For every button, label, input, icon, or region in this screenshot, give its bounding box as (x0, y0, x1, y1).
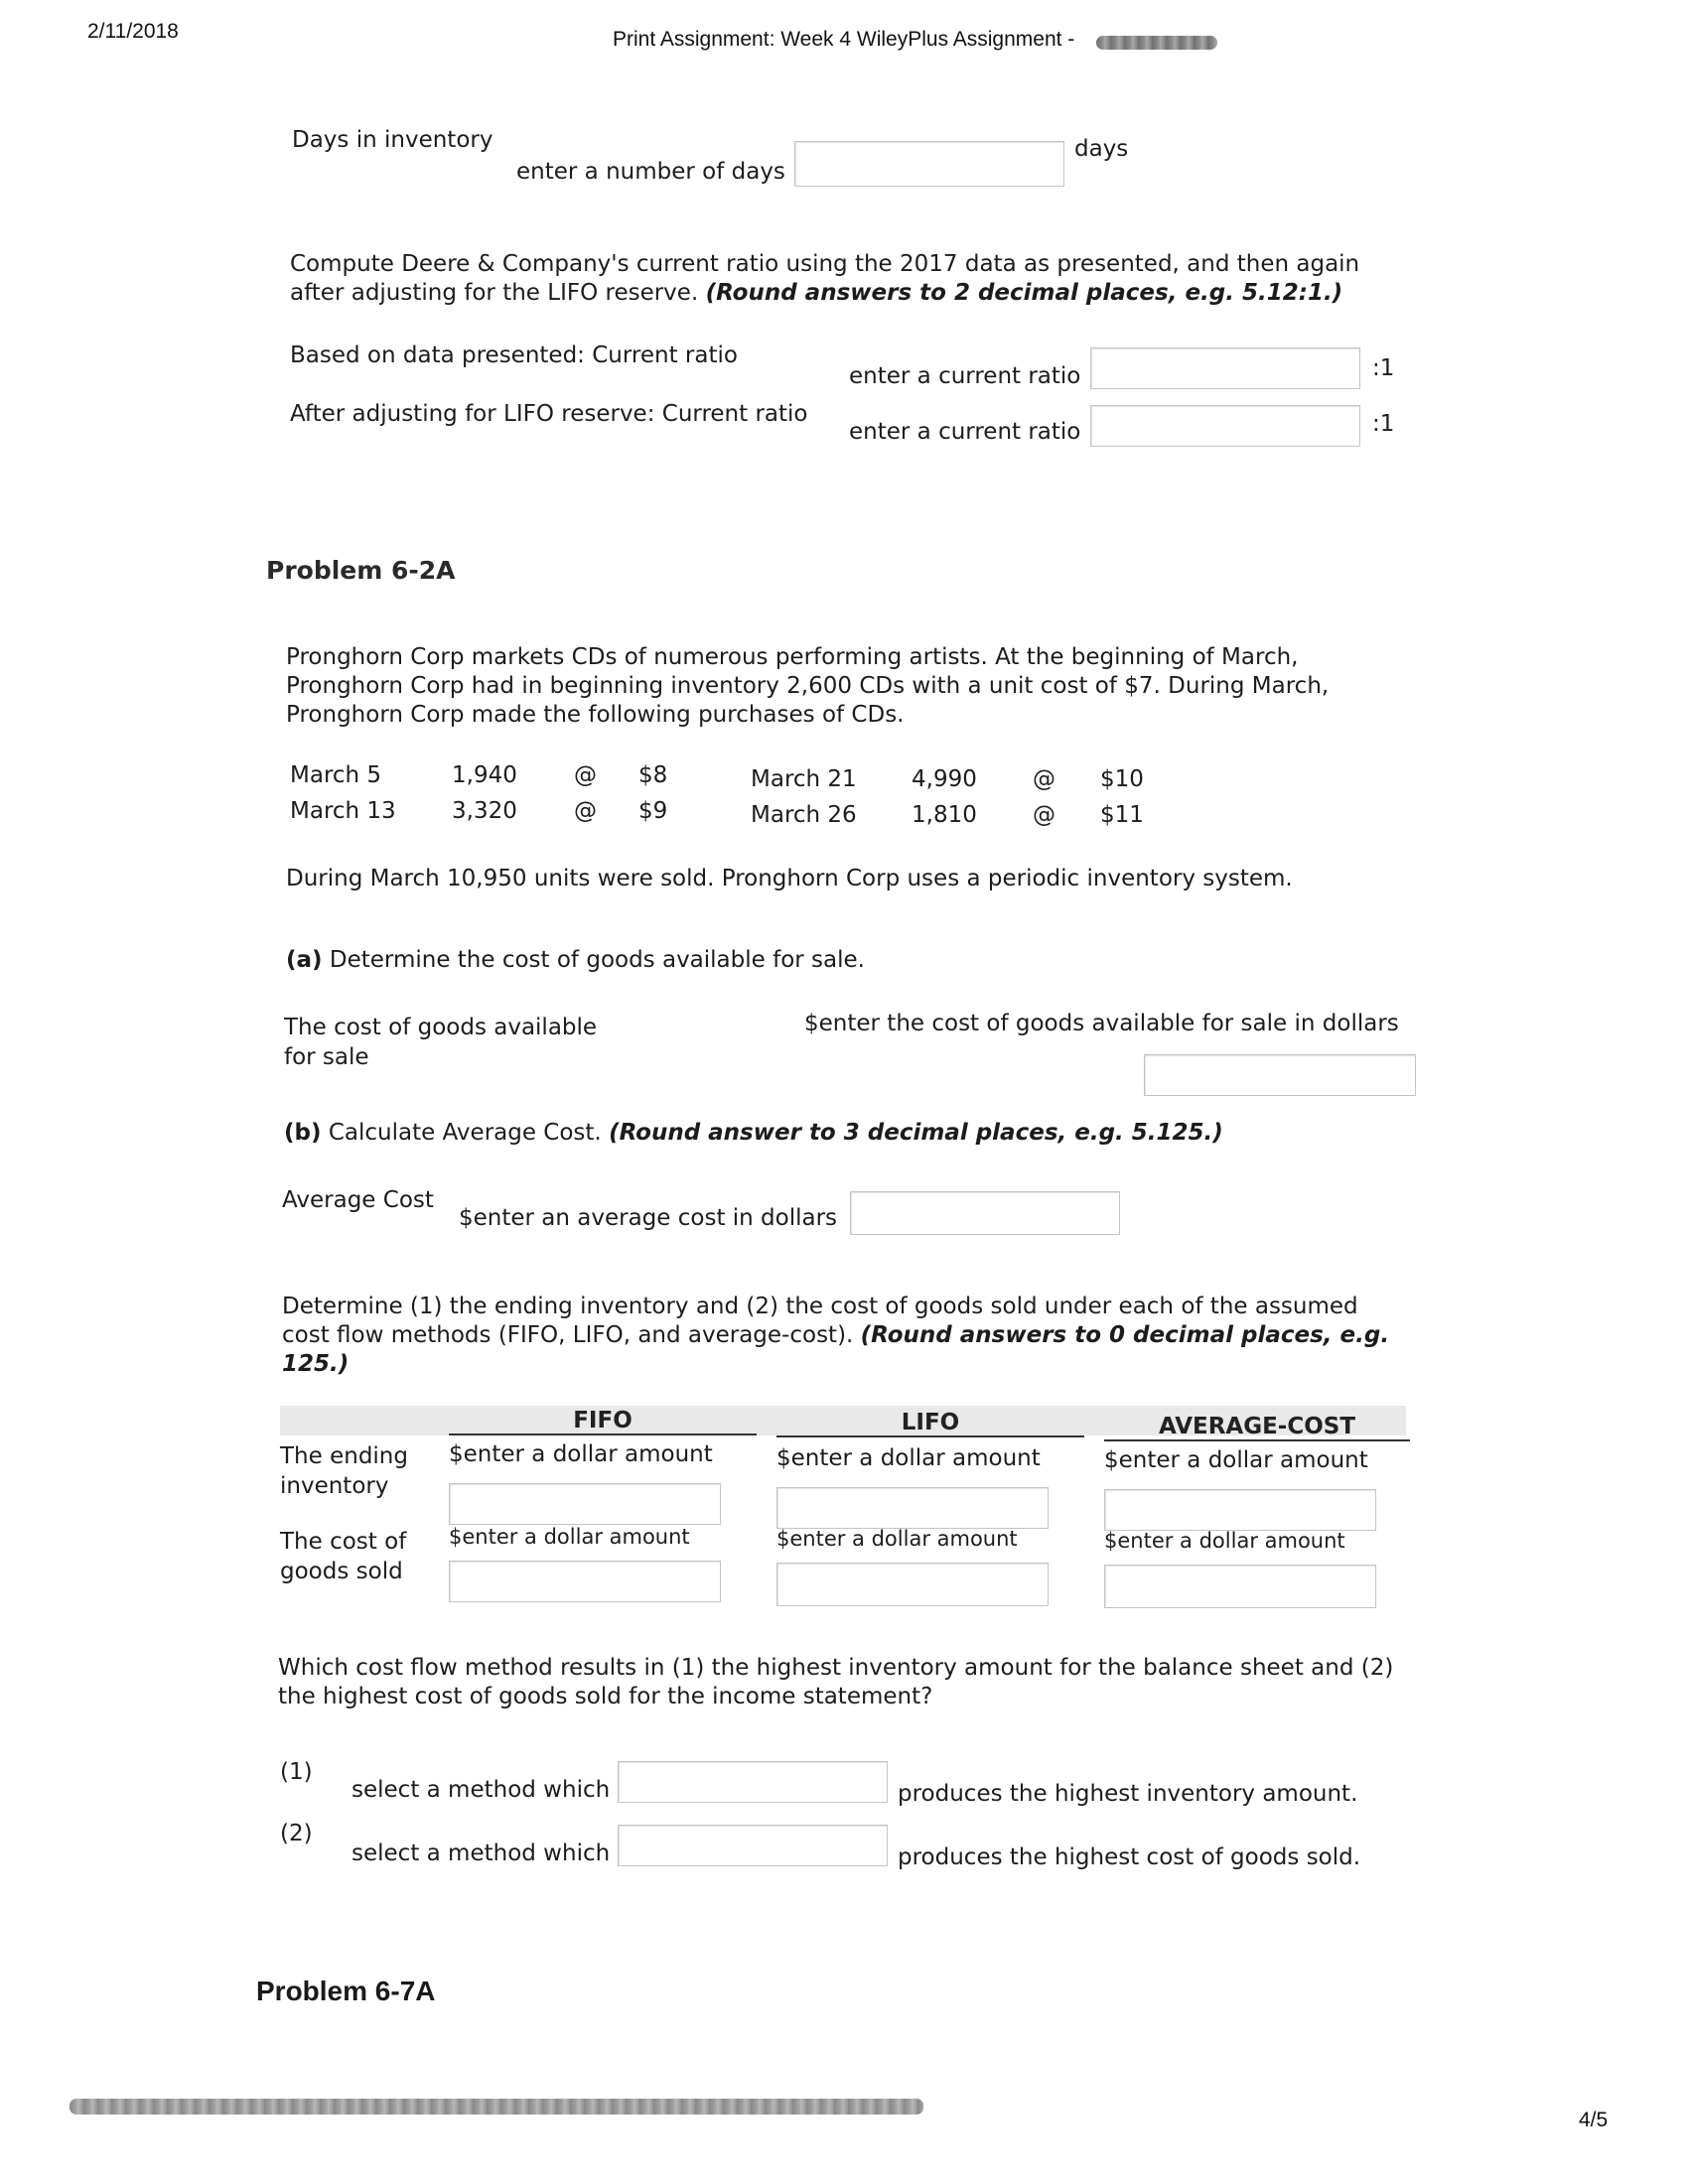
part-b-question-text: Calculate Average Cost. (328, 1120, 602, 1146)
lifo-cogs-prompt: $enter a dollar amount (776, 1527, 1018, 1551)
purchase-at: @ (1033, 802, 1055, 828)
average-cost-prompt: $enter an average cost in dollars (459, 1205, 838, 1231)
part-c-question-text: Determine (1) the ending inventory and (2) the cost of goods sold under each of the assumed cost flow methods (FIFO, LIFO, and average-cost). (282, 1294, 1358, 1348)
average-cost-input[interactable] (850, 1191, 1120, 1235)
purchase-at: @ (574, 762, 597, 788)
problem-intro: Pronghorn Corp markets CDs of numerous performing artists. At the beginning of March, Pronghorn Corp had in beginning inventory 2,600 CDs with a unit cost of $7. During March, Pronghorn Corp made the following purchases of CDs. (286, 644, 1330, 728)
purchase-units: 3,320 (452, 798, 517, 824)
part-b-question (284, 1120, 1223, 1146)
purchase-at: @ (574, 798, 597, 824)
purchase-date: March 21 (751, 766, 857, 792)
purchase-units: 1,810 (912, 802, 977, 828)
part-a-letter: (a) (286, 947, 323, 973)
avg-ending-inventory-input[interactable] (1104, 1489, 1376, 1531)
ending-inventory-label-line2: inventory (280, 1473, 389, 1499)
fifo-cogs-prompt: $enter a dollar amount (449, 1525, 690, 1549)
redacted-username (1096, 36, 1217, 50)
column-header-fifo: FIFO (449, 1408, 757, 1435)
item1-suffix: produces the highest inventory amount. (898, 1781, 1358, 1807)
page-number: 4/5 (1579, 2109, 1609, 2131)
redacted-footer-url (70, 2099, 923, 2115)
cogas-label-line1: The cost of goods available (284, 1015, 598, 1040)
purchase-cost: $11 (1100, 802, 1144, 828)
column-header-lifo: LIFO (776, 1410, 1084, 1437)
item2-suffix: produces the highest cost of goods sold. (898, 1844, 1361, 1870)
ratio-lifo-suffix: :1 (1372, 411, 1395, 437)
print-date: 2/11/2018 (87, 20, 179, 43)
ratio-lifo-prompt: enter a current ratio (849, 419, 1081, 445)
part-c-question (282, 1293, 1404, 1379)
current-ratio-round-note: (Round answers to 2 decimal places, e.g. 5.12:1.) (705, 280, 1343, 306)
avg-cogs-prompt: $enter a dollar amount (1104, 1529, 1345, 1553)
lifo-ending-inventory-prompt: $enter a dollar amount (776, 1445, 1041, 1471)
part-b-round-note: (Round answer to 3 decimal places, e.g. 5.125.) (609, 1120, 1223, 1146)
column-header-average-cost: AVERAGE-COST (1104, 1414, 1410, 1441)
page-header-title-text: Print Assignment: Week 4 WileyPlus Assignment - (613, 28, 1075, 51)
lifo-cogs-input[interactable] (776, 1563, 1049, 1606)
average-cost-label: Average Cost (282, 1187, 434, 1213)
ratio-presented-input[interactable] (1090, 347, 1360, 389)
units-sold-text: During March 10,950 units were sold. Pronghorn Corp uses a periodic inventory system. (286, 866, 1293, 891)
purchase-date: March 13 (290, 798, 396, 824)
ratio-presented-label: Based on data presented: Current ratio (290, 342, 738, 368)
part-b-letter: (b) (284, 1120, 322, 1146)
part-c-round-note: (Round answers to 0 decimal places, e.g. 125.) (282, 1322, 1390, 1377)
cogas-input[interactable] (1144, 1054, 1416, 1096)
purchase-cost: $10 (1100, 766, 1144, 792)
ending-inventory-label-line1: The ending (280, 1443, 408, 1469)
current-ratio-instruction-text: Compute Deere & Company's current ratio using the 2017 data as presented, and then again after adjusting for the LIFO reserve. (290, 251, 1360, 306)
ratio-lifo-label: After adjusting for LIFO reserve: Current ratio (290, 401, 808, 427)
purchase-date: March 5 (290, 762, 382, 788)
highest-inventory-method-select[interactable] (618, 1761, 888, 1803)
purchase-units: 4,990 (912, 766, 977, 792)
current-ratio-instruction (290, 250, 1412, 308)
purchase-units: 1,940 (452, 762, 517, 788)
ratio-presented-suffix: :1 (1372, 355, 1395, 381)
fifo-ending-inventory-input[interactable] (449, 1483, 721, 1525)
purchase-cost: $8 (638, 762, 668, 788)
days-unit-label: days (1074, 136, 1129, 162)
ratio-presented-prompt: enter a current ratio (849, 363, 1081, 389)
part-a-question (286, 947, 865, 973)
days-input[interactable] (794, 141, 1064, 187)
fifo-cogs-input[interactable] (449, 1561, 721, 1602)
fifo-ending-inventory-prompt: $enter a dollar amount (449, 1441, 713, 1467)
ratio-lifo-input[interactable] (1090, 405, 1360, 447)
problem-6-7a-title: Problem 6-7A (256, 1976, 436, 2006)
part-d-question: Which cost flow method results in (1) the highest inventory amount for the balance sheet and (2) the highest cost of goods sold for the income statement? (278, 1655, 1394, 1709)
item2-prompt: select a method which (352, 1841, 611, 1866)
highest-cogs-method-select[interactable] (618, 1825, 888, 1866)
avg-cogs-input[interactable] (1104, 1565, 1376, 1608)
lifo-ending-inventory-input[interactable] (776, 1487, 1049, 1529)
cogas-label-line2: for sale (284, 1044, 369, 1070)
item1-prompt: select a method which (352, 1777, 611, 1803)
days-in-inventory-label: Days in inventory (292, 127, 493, 153)
days-input-prompt: enter a number of days (516, 159, 785, 185)
part-a-question-text: Determine the cost of goods available for sale. (329, 947, 865, 973)
cogs-label-line1: The cost of (280, 1529, 407, 1555)
cogs-label-line2: goods sold (280, 1559, 403, 1584)
page-header-title (613, 28, 1074, 52)
purchase-at: @ (1033, 766, 1055, 792)
item1-number: (1) (280, 1759, 313, 1785)
cogas-prompt: $enter the cost of goods available for sale in dollars (804, 1011, 1399, 1036)
purchase-cost: $9 (638, 798, 668, 824)
problem-6-2a-title: Problem 6-2A (266, 556, 456, 585)
avg-ending-inventory-prompt: $enter a dollar amount (1104, 1447, 1368, 1473)
item2-number: (2) (280, 1821, 313, 1846)
purchase-date: March 26 (751, 802, 857, 828)
